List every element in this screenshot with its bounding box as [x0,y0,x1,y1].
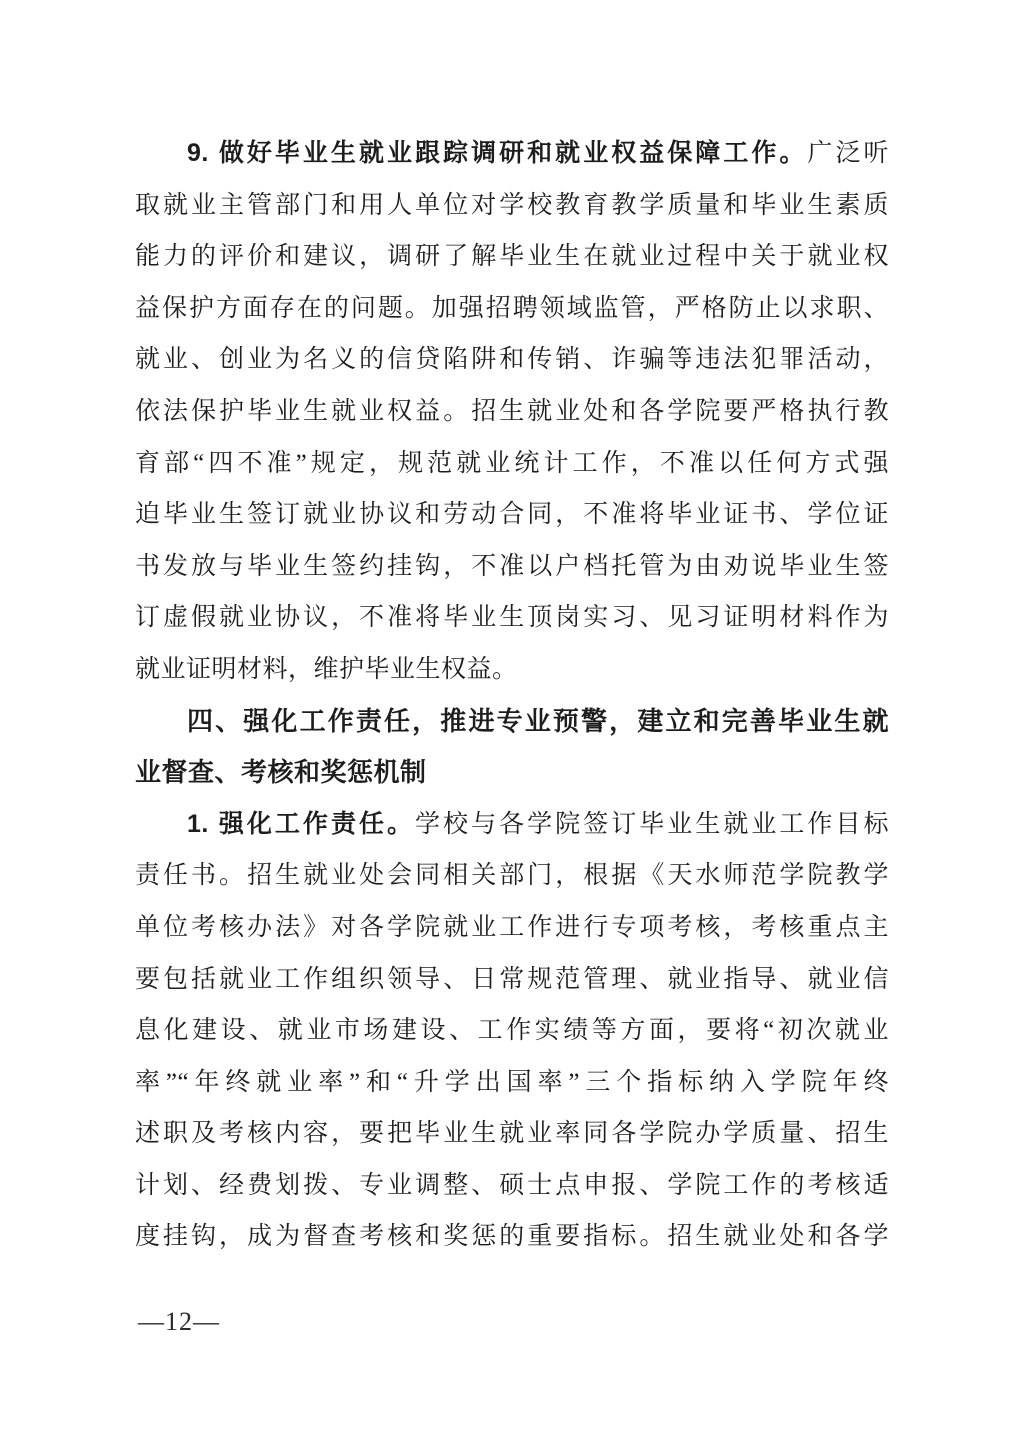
paragraph-9-bold-lead: 9. 做好毕业生就业跟踪调研和就业权益保障工作。 [187,139,808,167]
paragraph-1-lead-rest: 学校与各学院签订毕业生就业工作目标 [415,810,889,838]
text-line: 能力的评价和建议，调研了解毕业生在就业过程中关于就业权 [135,243,889,271]
paragraph-9-lead-rest: 广泛听 [807,140,889,167]
text-line: 取就业主管部门和用人单位对学校教育教学质量和毕业生素质 [135,191,889,219]
text-line: 述职及考核内容，要把毕业生就业率同各学院办学质量、招生 [135,1120,889,1148]
text-line: 育部“四不准”规定，规范就业统计工作，不准以任何方式强 [135,449,889,477]
text-line: 书发放与毕业生签约挂钩，不准以户档托管为由劝说毕业生签 [135,552,889,580]
text-line: 计划、经费划拨、专业调整、硕士点申报、学院工作的考核适 [135,1171,889,1199]
text-line: 益保护方面存在的问题。加强招聘领域监管，严格防止以求职、 [135,294,889,322]
page-body [135,128,889,1263]
text-line: 订虚假就业协议，不准将毕业生顶岗实习、见习证明材料作为 [135,604,889,632]
page-number: —12— [138,1307,220,1336]
paragraph-1-bold-lead: 1. 强化工作责任。 [187,809,416,838]
text-line: 就业、创业为名义的信贷陷阱和传销、诈骗等违法犯罪活动， [135,346,889,374]
text-line: 责任书。招生就业处会同相关部门，根据《天水师范学院教学 [135,862,889,890]
section-heading-line-1: 四、强化工作责任，推进专业预警，建立和完善毕业生就 [187,705,889,736]
text-line: 依法保护毕业生就业权益。招生就业处和各学院要严格执行教 [135,397,889,425]
paragraph-9-lead-line [135,128,889,180]
paragraph-1-lead-line [135,799,889,851]
text-line: 息化建设、就业市场建设、工作实绩等方面，要将“初次就业 [135,1017,889,1045]
text-line: 迫毕业生签订就业协议和劳动合同，不准将毕业证书、学位证 [135,501,889,529]
section-heading-line-2: 业督查、考核和奖惩机制 [135,757,427,788]
text-line: 要包括就业工作组织领导、日常规范管理、就业指导、就业信 [135,965,889,993]
text-line: 就业证明材料，维护毕业生权益。 [135,655,518,683]
text-line: 率”“年终就业率”和“升学出国率”三个指标纳入学院年终 [135,1068,889,1096]
text-line: 度挂钩，成为督查考核和奖惩的重要指标。招生就业处和各学 [135,1223,889,1251]
text-line: 单位考核办法》对各学院就业工作进行专项考核，考核重点主 [135,913,889,941]
